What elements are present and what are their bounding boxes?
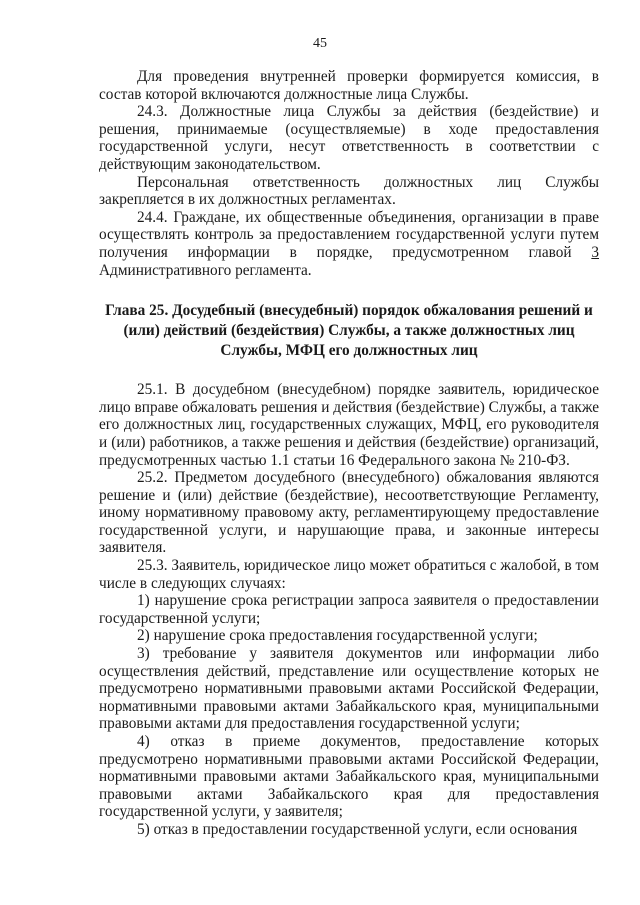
chapter-3-reference-link[interactable]: 3 [591, 243, 599, 261]
paragraph-personal-responsibility: Персональная ответственность должностных лиц Службы закрепляется в их должностных регламентах. [99, 173, 599, 209]
list-item-4: 4) отказ в приеме документов, предоставление которых предусмотрено нормативными правовыми актами Российской Федерации, нормативными правовыми актами Забайкальского края, муниципальными правовыми актами Забайкальского края для предоставления государственной услуги, у заявителя; [99, 733, 599, 821]
chapter-heading-line-1: Глава 25. Досудебный (внесудебный) порядок обжалования решений и [105, 302, 593, 320]
list-item-2: 2) нарушение срока предоставления государственной услуги; [137, 627, 538, 645]
chapter-heading-line-3: Службы, МФЦ его должностных лиц [220, 342, 478, 360]
paragraph-24-4-text-end: Административного регламента. [99, 261, 312, 279]
paragraph-24-4 [99, 209, 599, 279]
chapter-heading-line-2: (или) действий (бездействия) Службы, а также должностных лиц [123, 322, 575, 340]
chapter-25-heading [99, 301, 599, 361]
document-body [99, 68, 599, 839]
list-item-3: 3) требование у заявителя документов или информации либо осуществления действий, представление или осуществление которых не предусмотрено нормативными правовыми актами Российской Федерации, нормативными правовыми актами Забайкальского края, муниципальными правовыми актами для предоставления государственной услуги; [99, 645, 599, 733]
paragraph-25-3: 25.3. Заявитель, юридическое лицо может обратиться с жалобой, в том числе в следующих случаях: [99, 557, 600, 592]
list-item-5: 5) отказ в предоставлении государственной услуги, если основания [137, 820, 578, 838]
paragraph-commission: Для проведения внутренней проверки формируется комиссия, в состав которой включаются должностные лица Службы. [99, 68, 599, 103]
paragraph-25-1: 25.1. В досудебном (внесудебном) порядке заявитель, юридическое лицо вправе обжаловать решения и действия (бездействие) Службы, а также его должностных лиц, государственных служащих, МФЦ, его руководителя и (или) работников, а также решения и действия (бездействие) организаций, предусмотренных частью 1.1 статьи 16 Федерального закона № 210-ФЗ. [99, 381, 599, 469]
list-item-1: 1) нарушение срока регистрации запроса заявителя о предоставлении государственной услуги; [99, 592, 599, 627]
paragraph-24-4-text-start: 24.4. Граждане, их общественные объединения, организации в праве осуществлять контроль за предоставлением государственной услуги путем получения информации в порядке, предусмотренном главой [99, 208, 599, 261]
page-number: 45 [313, 36, 327, 51]
paragraph-24-3: 24.3. Должностные лица Службы за действия (бездействие) и решения, принимаемые (осуществляемые) в ходе предоставления государственной услуги, несут ответственность в соответствии с действующим законодательством. [99, 103, 599, 173]
paragraph-25-2: 25.2. Предметом досудебного (внесудебного) обжалования являются решение и (или) действие (бездействие), несоответствующие Регламенту, иному нормативному правовому акту, регламентирующему предоставление государственной услуги, и нарушающие права, и законные интересы заявителя. [99, 469, 599, 557]
